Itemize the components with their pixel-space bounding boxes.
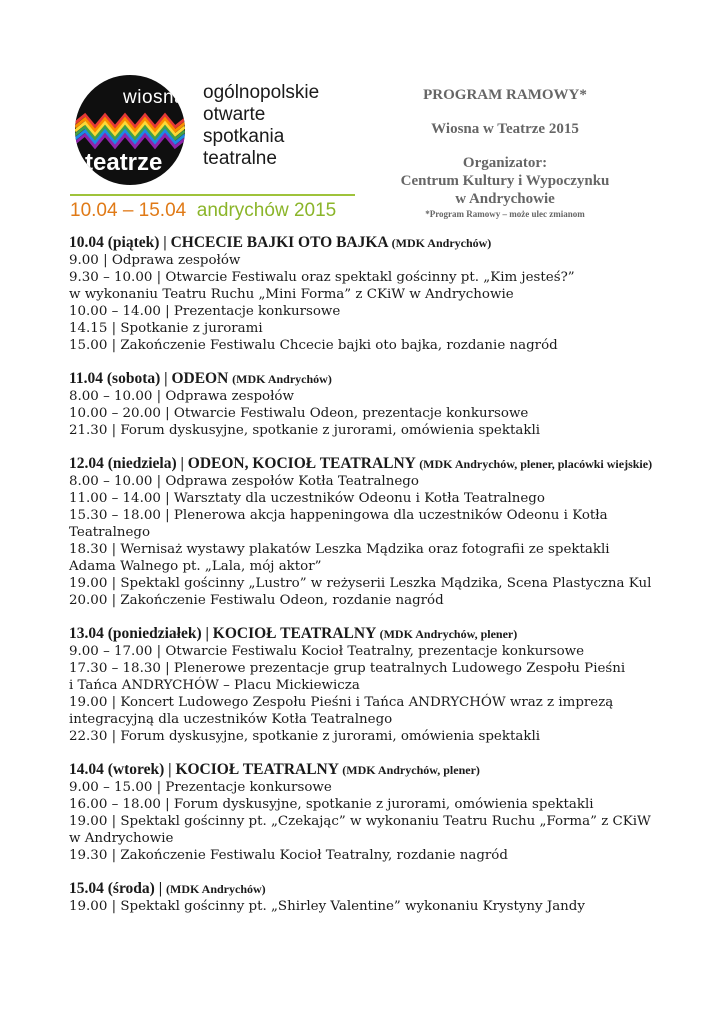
day-heading: 13.04 (poniedziałek) | KOCIOŁ TEATRALNY [69,625,376,642]
logo-word: ogólnopolskie [203,82,320,103]
day-heading: 12.04 (niedziela) | ODEON, KOCIOŁ TEATRALNY [69,455,416,472]
day-block [69,880,659,915]
logo-place: andrychów 2015 [196,200,337,221]
program-title: PROGRAM RAMOWY* [423,87,587,103]
logo-word: teatralne [203,148,277,169]
program-entry: 19.00 | Koncert Ludowego Zespołu Pieśni i Tańca ANDRYCHÓW wraz z imprezą integracyjną dla uczestników Kotła Teatralnego [69,695,614,727]
organizer-label: Organizator: [462,155,548,171]
day-title [69,370,659,388]
program-entry: 19.00 | Spektakl gościnny „Lustro” w reżyserii Leszka Mądzika, Scena Plastyczna Kul [69,576,652,591]
day-block [69,625,659,745]
program-entry: 18.30 | Wernisaż wystawy plakatów Leszka Mądzika oraz fotografii ze spektakli Adama Walnego pt. „Lala, mój aktor” [69,542,610,574]
program-entry: 19.00 | Spektakl gościnny pt. „Czekając” w wykonaniu Teatru Ruchu „Forma” z CKiW w Andrychowie [69,814,651,846]
program-entry: w wykonaniu Teatru Ruchu „Mini Forma” z CKiW w Andrychowie [69,287,514,302]
program-entry: 19.30 | Zakończenie Festiwalu Kocioł Teatralny, rozdanie nagród [69,848,508,863]
day-block [69,761,659,864]
program-entry: i Tańca ANDRYCHÓW – Placu Mickiewicza [69,678,360,693]
day-heading: 11.04 (sobota) | ODEON [69,370,229,387]
program-entry: 21.30 | Forum dyskusyjne, spotkanie z jurorami, omówienia spektakli [69,423,541,438]
day-title [69,234,659,252]
program-entry: 9.30 – 10.00 | Otwarcie Festiwalu oraz spektakl gościnny pt. „Kim jesteś?” [69,270,575,285]
organizer-name: Centrum Kultury i Wypoczynku [400,173,610,189]
program-entry: 14.15 | Spotkanie z jurorami [69,321,263,336]
festival-title: Wiosna w Teatrze 2015 [431,121,579,137]
logo-wiosna-text: wiosna [123,87,185,108]
program-entry: 9.00 | Odprawa zespołów [69,253,241,268]
day-venue: (MDK Andrychów) [166,882,266,896]
header-info [380,86,630,220]
day-block [69,455,659,609]
logo-word: spotkania [203,126,285,147]
program-entry: 9.00 – 17.00 | Otwarcie Festiwalu Kocioł Teatralny, prezentacje konkursowe [69,644,585,659]
program-entry: 8.00 – 10.00 | Odprawa zespołów Kotła Teatralnego [69,474,419,489]
day-block [69,370,659,439]
program-list [69,234,659,931]
day-venue: (MDK Andrychów, plener, placówki wiejskie) [419,457,653,471]
logo-circle [75,75,185,185]
program-entry: 8.00 – 10.00 | Odprawa zespołów [69,389,294,404]
day-heading: 15.04 (środa) | [69,880,163,897]
program-entry: 22.30 | Forum dyskusyjne, spotkanie z jurorami, omówienia spektakli [69,729,541,744]
day-heading: 14.04 (wtorek) | KOCIOŁ TEATRALNY [69,761,339,778]
program-entry: 15.30 – 18.00 | Plenerowa akcja happeningowa dla uczestników Odeonu i Kotła Teatralnego [69,508,608,540]
program-entry: 17.30 – 18.30 | Plenerowe prezentacje grup teatralnych Ludowego Zespołu Pieśni [69,661,626,676]
logo-teatrze-text: teatrze [85,149,163,176]
festival-logo [70,70,370,220]
day-title [69,625,659,643]
program-entry: 19.00 | Spektakl gościnny pt. „Shirley Valentine” wykonaniu Krystyny Jandy [69,899,585,914]
day-heading: 10.04 (piątek) | CHCECIE BAJKI OTO BAJKA [69,234,388,251]
logo-dates-line [70,200,336,222]
program-entry: 20.00 | Zakończenie Festiwalu Odeon, rozdanie nagród [69,593,444,608]
logo-words [203,82,319,170]
program-entry: 15.00 | Zakończenie Festiwalu Chcecie bajki oto bajka, rozdanie nagród [69,338,558,353]
program-entry: 16.00 – 18.00 | Forum dyskusyjne, spotkanie z jurorami, omówienia spektakli [69,797,594,812]
day-venue: (MDK Andrychów, plener) [379,627,518,641]
program-entry: 9.00 – 15.00 | Prezentacje konkursowe [69,780,332,795]
organizer-city: w Andrychowie [455,191,555,207]
day-venue: (MDK Andrychów) [391,236,492,250]
program-entry: 10.00 – 20.00 | Otwarcie Festiwalu Odeon, prezentacje konkursowe [69,406,529,421]
program-entry: 11.00 – 14.00 | Warsztaty dla uczestników Odeonu i Kotła Teatralnego [69,491,545,506]
logo-divider [70,194,355,196]
day-venue: (MDK Andrychów, plener) [342,763,480,777]
program-entry: 10.00 – 14.00 | Prezentacje konkursowe [69,304,341,319]
day-title [69,880,659,898]
program-note: *Program Ramowy – może ulec zmianom [425,209,585,219]
day-venue: (MDK Andrychów) [232,372,332,386]
logo-dates: 10.04 – 15.04 [70,200,187,221]
day-title [69,761,659,779]
day-block [69,234,659,354]
logo-word: otwarte [203,104,266,125]
day-title [69,455,659,473]
